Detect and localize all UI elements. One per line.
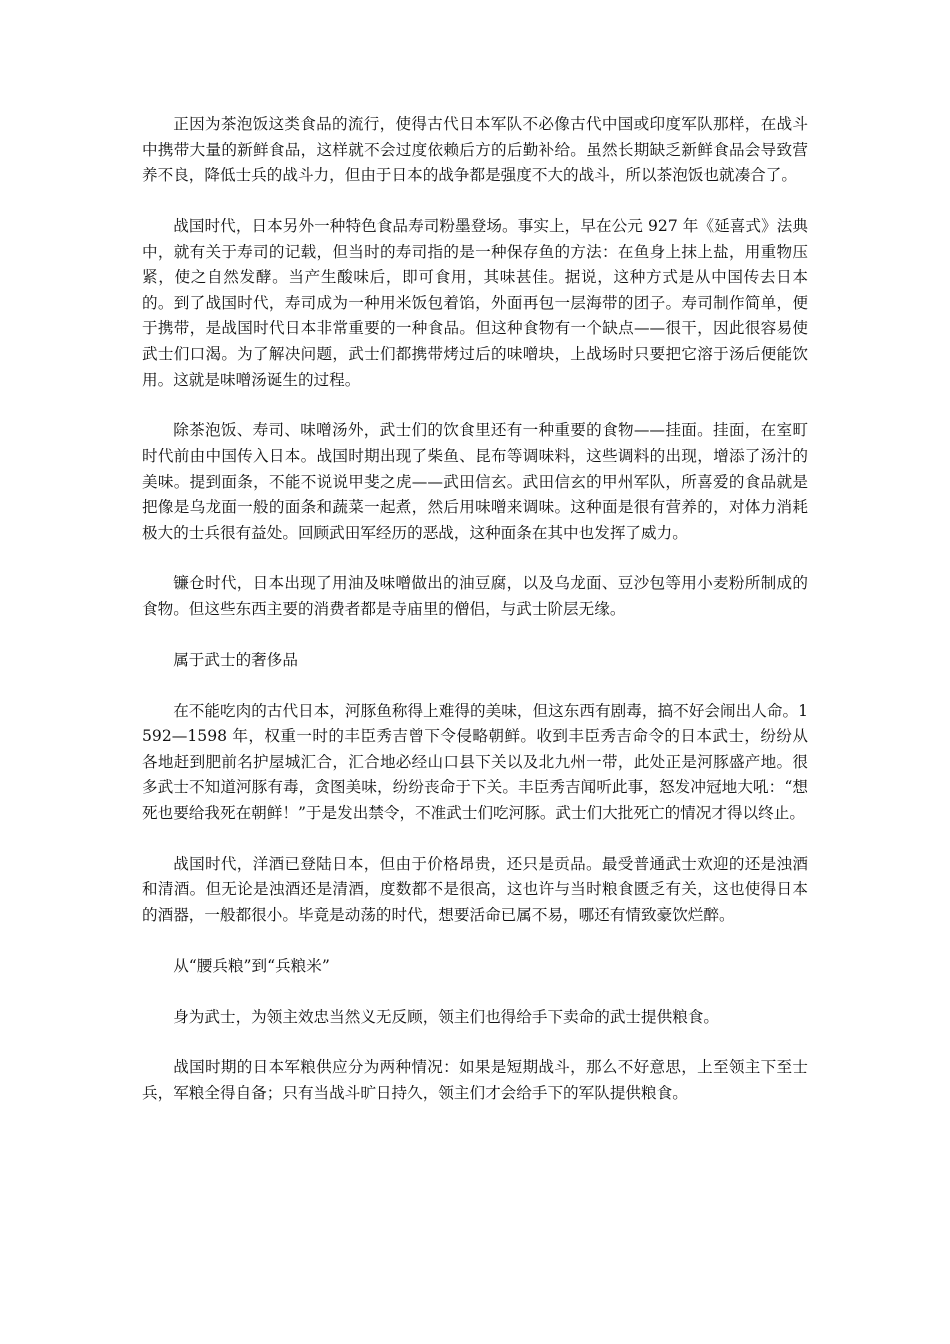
paragraph-sake: 战国时代，洋酒已登陆日本，但由于价格昂贵，还只是贡品。最受普通武士欢迎的还是浊酒和清酒。但无论是浊酒还是清酒，度数都不是很高，这也许与当时粮食匮乏有关，这也使得日本的酒器，一般都很小。毕竟是动荡的时代，想要活命已属不易，哪还有情致豪饮烂醉。	[142, 854, 808, 924]
paragraph-fugu: 在不能吃肉的古代日本，河豚鱼称得上难得的美味，但这东西有剧毒，搞不好会闹出人命。1592—1598 年，权重一时的丰臣秀吉曾下令侵略朝鲜。收到丰臣秀吉命令的日本武士，纷纷从各地赶到肥前名护屋城汇合，汇合地必经山口县下关以及北九州一带，此处正是河豚盛产地。很多武士不知道河豚有毒，贪图美味，纷纷丧命于下关。丰臣秀吉闻听此事，怒发冲冠地大吼：“想死也要给我死在朝鲜！”于是发出禁令，不准武士们吃河豚。武士们大批死亡的情况才得以终止。	[142, 701, 808, 822]
section-heading-luxury: 属于武士的奢侈品	[173, 650, 298, 669]
paragraph-kamakura: 镰仓时代，日本出现了用油及味噌做出的油豆腐，以及乌龙面、豆沙包等用小麦粉所制成的食物。但这些东西主要的消费者都是寺庙里的僧侣，与武士阶层无缘。	[142, 574, 808, 619]
paragraph-sushi: 战国时代，日本另外一种特色食品寿司粉墨登场。事实上，早在公元 927 年《延喜式》法典中，就有关于寿司的记载，但当时的寿司指的是一种保存鱼的方法：在鱼身上抹上盐，用重物压紧，使之自然发酵。当产生酸味后，即可食用，其味甚佳。据说，这种方式是从中国传去日本的。到了战国时代，寿司成为一种用米饭包着馅，外面再包一层海带的团子。寿司制作简单，便于携带，是战国时代日本非常重要的一种食品。但这种食物有一个缺点——很干，因此很容易使武士们口渴。为了解决问题，武士们都携带烤过后的味噌块，上战场时只要把它溶于汤后便能饮用。这就是味噌汤诞生的过程。	[142, 216, 808, 389]
paragraph-loyalty: 身为武士，为领主效忠当然义无反顾，领主们也得给手下卖命的武士提供粮食。	[173, 1007, 719, 1026]
paragraph-ochazuke: 正因为茶泡饭这类食品的流行，使得古代日本军队不必像古代中国或印度军队那样，在战斗中携带大量的新鲜食品，这样就不会过度依赖后方的后勤补给。虽然长期缺乏新鲜食品会导致营养不良，降低士兵的战斗力，但由于日本的战争都是强度不大的战斗，所以茶泡饭也就凑合了。	[142, 115, 808, 185]
paragraph-noodles: 除茶泡饭、寿司、味噌汤外，武士们的饮食里还有一种重要的食物——挂面。挂面，在室町时代前由中国传入日本。战国时期出现了柴鱼、昆布等调味料，这些调料的出现，增添了汤汁的美味。提到面条，不能不说说甲斐之虎——武田信玄。武田信玄的甲州军队，所喜爱的食品就是把像是乌龙面一般的面条和蔬菜一起煮，然后用味噌来调味。这种面是很有营养的，对体力消耗极大的士兵很有益处。回顾武田军经历的恶战，这种面条在其中也发挥了威力。	[142, 421, 808, 542]
paragraph-rations: 战国时期的日本军粮供应分为两种情况：如果是短期战斗，那么不好意思，上至领主下至士兵，军粮全得自备；只有当战斗旷日持久，领主们才会给手下的军队提供粮食。	[142, 1058, 808, 1102]
document-page	[142, 112, 808, 1132]
section-heading-rations: 从“腰兵粮”到“兵粮米”	[173, 956, 330, 975]
